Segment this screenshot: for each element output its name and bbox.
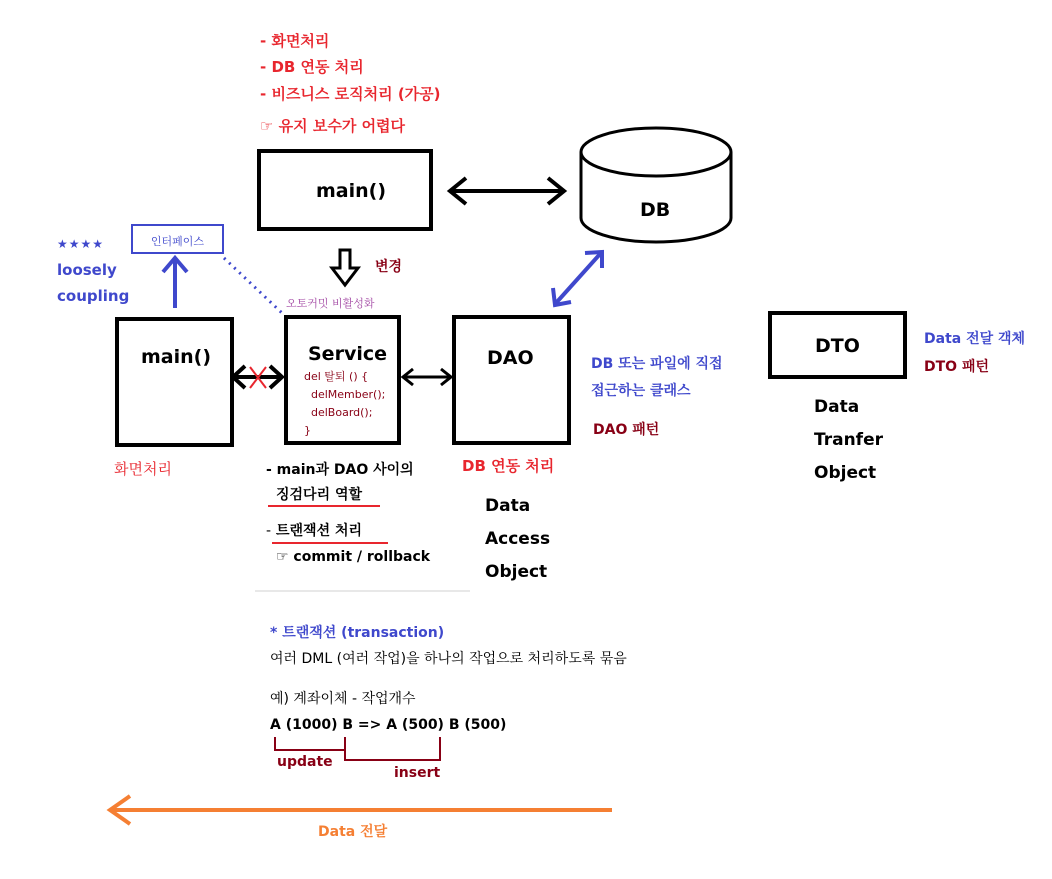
dto-pattern: DTO 패턴 bbox=[924, 359, 989, 375]
dao-caption: DB 연동 처리 bbox=[462, 457, 555, 475]
dao-desc-line2: 접근하는 클래스 bbox=[591, 383, 691, 399]
dao-pattern: DAO 패턴 bbox=[593, 422, 660, 438]
service-dao-arrow bbox=[403, 369, 451, 385]
dao-expand-access: Access bbox=[485, 529, 551, 549]
dao-expand-data: Data bbox=[485, 496, 531, 516]
interface-up-arrow bbox=[163, 258, 187, 308]
loosely-label: loosely bbox=[57, 261, 117, 279]
main-left-box bbox=[115, 317, 234, 447]
dto-desc: Data 전달 객체 bbox=[924, 331, 1026, 347]
transaction-example: A (1000) B => A (500) B (500) bbox=[270, 717, 507, 733]
dao-expand-object: Object bbox=[485, 562, 548, 582]
service-code-line: del 탈퇴 () { bbox=[304, 370, 369, 383]
dto-box bbox=[768, 311, 907, 379]
note-screen-processing: - 화면처리 bbox=[260, 32, 330, 50]
service-bridge-line2: 징검다리 역할 bbox=[276, 487, 363, 503]
dao-label: DAO bbox=[487, 347, 534, 369]
service-tx-dash: - bbox=[266, 523, 272, 539]
insert-bracket bbox=[345, 737, 440, 760]
main-left-label: main() bbox=[141, 346, 212, 368]
interface-dotted-line bbox=[224, 258, 282, 313]
change-down-arrow bbox=[332, 250, 358, 285]
autocommit-label: 오토커밋 비활성화 bbox=[286, 297, 375, 310]
service-box bbox=[284, 315, 401, 445]
transaction-example-title: 예) 계좌이체 - 작업개수 bbox=[270, 691, 416, 707]
dao-desc-line1: DB 또는 파일에 직접 bbox=[591, 356, 723, 372]
note-maintenance: ☞ 유지 보수가 어렵다 bbox=[260, 117, 406, 135]
data-transfer-arrow bbox=[110, 796, 612, 824]
main-db-arrow bbox=[450, 178, 564, 204]
service-code-line: delBoard(); bbox=[304, 406, 373, 419]
dao-db-arrow bbox=[553, 252, 602, 305]
dto-expand-object: Object bbox=[814, 463, 877, 483]
service-label: Service bbox=[308, 343, 387, 365]
service-bridge-line1: - main과 DAO 사이의 bbox=[266, 462, 414, 478]
dto-expand-transfer: Tranfer bbox=[814, 430, 883, 450]
interface-box bbox=[131, 224, 224, 254]
service-code-line: delMember(); bbox=[304, 388, 386, 401]
insert-label: insert bbox=[394, 765, 441, 781]
loose-stars: ★★★★ bbox=[57, 237, 105, 251]
main-left-caption: 화면처리 bbox=[114, 460, 172, 478]
dto-expand-data: Data bbox=[814, 397, 860, 417]
transaction-title: * 트랜잭션 (transaction) bbox=[270, 625, 445, 641]
service-code-line: } bbox=[304, 424, 311, 437]
database-cylinder bbox=[581, 128, 731, 242]
transaction-desc: 여러 DML (여러 작업)을 하나의 작업으로 처리하도록 묶음 bbox=[270, 651, 627, 667]
note-business-logic: - 비즈니스 로직처리 (가공) bbox=[260, 85, 441, 103]
dao-box bbox=[452, 315, 571, 445]
interface-label: 인터페이스 bbox=[150, 235, 205, 248]
change-label: 변경 bbox=[375, 259, 403, 275]
coupling-label: coupling bbox=[57, 287, 130, 305]
data-transfer-label: Data 전달 bbox=[318, 824, 388, 840]
main-top-box bbox=[257, 149, 433, 231]
service-tx-label: 트랜잭션 처리 bbox=[276, 523, 363, 539]
service-commit-label: ☞ commit / rollback bbox=[276, 549, 431, 565]
dto-label: DTO bbox=[815, 335, 860, 357]
update-label: update bbox=[277, 754, 333, 770]
note-db-processing: - DB 연동 처리 bbox=[260, 58, 364, 76]
db-label: DB bbox=[640, 199, 671, 221]
main-top-label: main() bbox=[316, 180, 387, 202]
update-bracket bbox=[275, 737, 345, 750]
